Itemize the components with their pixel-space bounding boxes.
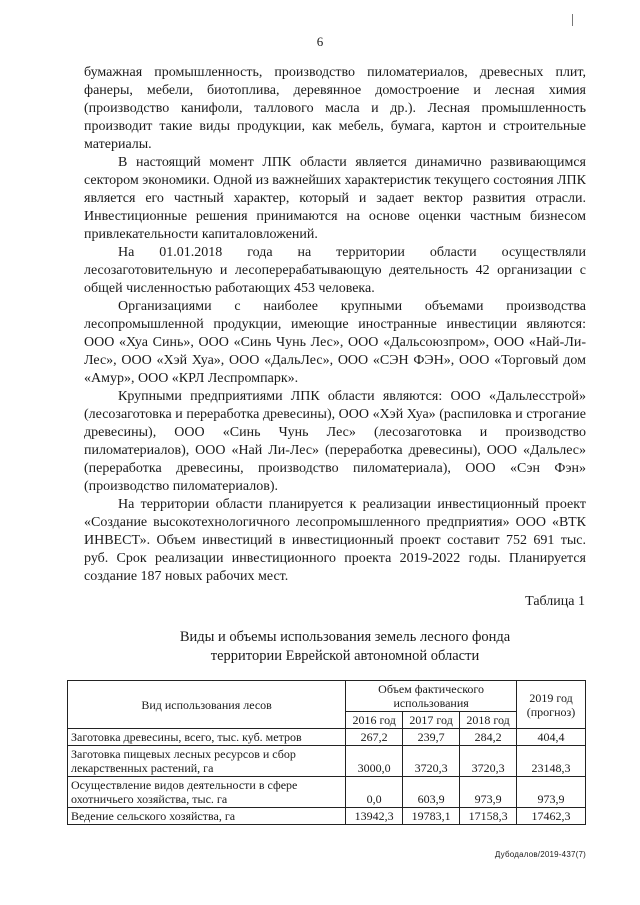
land-use-table: [67, 680, 586, 825]
cell-value: 3720,3: [403, 746, 460, 777]
table-row: [68, 777, 586, 808]
row-label: Осуществление видов деятельности в сфере охотничьего хозяйства, тыс. га: [68, 777, 346, 808]
page-number: 6: [316, 34, 324, 49]
table-title-line-1: Виды и объемы использования земель лесного фонда: [179, 629, 511, 645]
row-label: Заготовка пищевых лесных ресурсов и сбор лекарственных растений, га: [68, 746, 346, 777]
header-year-2018: 2018 год: [460, 712, 517, 729]
row-label: Ведение сельского хозяйства, га: [68, 808, 346, 825]
paragraph-4: Организациями с наиболее крупными объемами производства лесопромышленной продукции, имеющие иностранные инвестиции являются: ООО «Хуа Синь», ООО «Синь Чунь Лес», ООО «Дальсоюзпром», ООО «Най-Ли-Лес», ООО «Хэй Хуа», ООО «ДальЛес», ООО «СЭН ФЭН», ООО «Торговый дом «Амур», ООО «КРЛ Леспромпарк».: [84, 299, 586, 386]
cell-value: 17462,3: [517, 808, 586, 825]
table-row: [68, 746, 586, 777]
table-title: [160, 628, 530, 666]
cell-value: 404,4: [517, 729, 586, 746]
paragraph-3: На 01.01.2018 года на территории области осуществляли лесозаготовительную и лесоперерабатывающую деятельность 42 организации с общей численностью работающих 453 человека.: [84, 245, 586, 296]
cell-value: 973,9: [517, 777, 586, 808]
table-row: [68, 729, 586, 746]
header-use-type: Вид использования лесов: [68, 681, 346, 729]
header-year-2016: 2016 год: [346, 712, 403, 729]
paragraph-5: Крупными предприятиями ЛПК области являются: ООО «Дальлесстрой» (лесозаготовка и переработка древесины), ООО «Хэй Хуа» (распиловка и строгание древесины), ООО «Синь Чунь Лес» (лесозаготовка и производство пиломатериалов), ООО «Най Ли-Лес» (переработка древесины), ООО «Дальлес» (переработка древесины, производство пиломатериала), ООО «Сэн Фэн» (производство пиломатериалов).: [84, 389, 586, 494]
cell-value: 13942,3: [346, 808, 403, 825]
cell-value: 284,2: [460, 729, 517, 746]
cell-value: 973,9: [460, 777, 517, 808]
cell-value: 19783,1: [403, 808, 460, 825]
cell-value: 23148,3: [517, 746, 586, 777]
page-edge-mark: [572, 14, 573, 26]
cell-value: 0,0: [346, 777, 403, 808]
table-row: [68, 808, 586, 825]
cell-value: 3000,0: [346, 746, 403, 777]
cell-value: 603,9: [403, 777, 460, 808]
header-forecast-2019: 2019 год (прогноз): [517, 681, 586, 729]
paragraph-1: бумажная промышленность, производство пиломатериалов, древесных плит, фанеры, мебели, биотоплива, деревянное домостроение и лесная химия (производство канифоли, таллового масла и др.). Лесная промышленность производит такие виды продукции, как мебель, бумага, картон и строительные материалы.: [84, 65, 586, 152]
cell-value: 267,2: [346, 729, 403, 746]
table-caption: Таблица 1: [525, 594, 585, 609]
document-body: [84, 64, 586, 586]
header-actual-volume: Объем фактического использования: [346, 681, 517, 712]
cell-value: 239,7: [403, 729, 460, 746]
cell-value: 3720,3: [460, 746, 517, 777]
header-year-2017: 2017 год: [403, 712, 460, 729]
paragraph-2: В настоящий момент ЛПК области является динамично развивающимся сектором экономики. Одной из важнейших характеристик текущего состояния ЛПК является его частный характер, который и задает вектор развития отрасли. Инвестиционные решения принимаются на основе оценки частным бизнесом привлекательности капиталовложений.: [84, 155, 586, 242]
paragraph-6: На территории области планируется к реализации инвестиционный проект «Создание высокотехнологичного лесопромышленного предприятия» ООО «ВТК ИНВЕСТ». Объем инвестиций в инвестиционный проект составит 752 691 тыс. руб. Срок реализации инвестиционного проекта 2019-2022 годы. Планируется создание 187 новых рабочих мест.: [84, 497, 586, 584]
document-code: Дубодалов/2019-437(7): [494, 850, 586, 859]
row-label: Заготовка древесины, всего, тыс. куб. метров: [68, 729, 346, 746]
cell-value: 17158,3: [460, 808, 517, 825]
table-title-line-2: территории Еврейской автономной области: [210, 648, 480, 664]
